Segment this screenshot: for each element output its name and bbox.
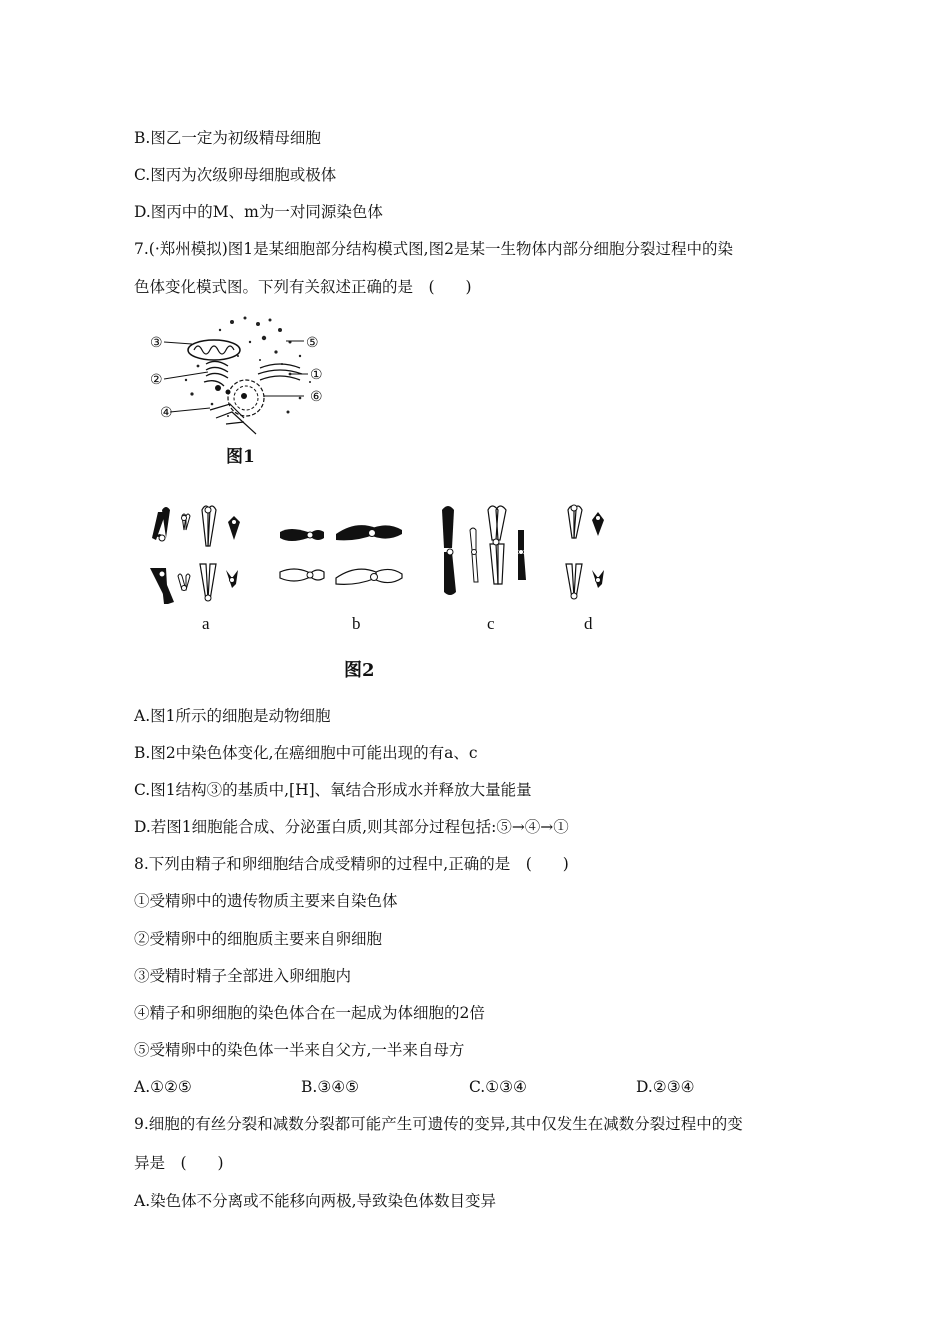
q8-item-1: ①受精卵中的遗传物质主要来自染色体 — [134, 892, 398, 910]
q7-stem-line1: 7.(·郑州模拟)图1是某细胞部分结构模式图,图2是某一生物体内部分细胞分裂过程中的染 — [134, 240, 733, 258]
q8-item-2: ②受精卵中的细胞质主要来自卵细胞 — [134, 930, 383, 948]
q8-choice-b: B.③④⑤ — [301, 1078, 360, 1096]
fig1-marker-6: ⑥ — [310, 389, 323, 405]
q7-stem-line2: 色体变化模式图。下列有关叙述正确的是 ( ) — [134, 278, 472, 296]
figure2-title: 图2 — [344, 660, 375, 681]
prev-option-b: B.图乙一定为初级精母细胞 — [134, 129, 321, 147]
chromosome-panel-d — [566, 505, 604, 599]
fig1-marker-1: ① — [310, 367, 323, 383]
q8-stem: 8.下列由精子和卵细胞结合成受精卵的过程中,正确的是 ( ) — [134, 855, 569, 873]
chromosome-panel-a — [150, 506, 240, 604]
chromosome-panel-c — [442, 506, 526, 595]
fig2-panel-a-label: a — [202, 614, 210, 633]
q7-option-c: C.图1结构③的基质中,[H]、氧结合形成水并释放大量能量 — [134, 781, 532, 799]
q7-option-d: D.若图1细胞能合成、分泌蛋白质,则其部分过程包括:⑤→④→① — [134, 818, 569, 836]
q8-choice-a: A.①②⑤ — [134, 1078, 192, 1096]
q8-item-3: ③受精时精子全部进入卵细胞内 — [134, 967, 352, 985]
prev-option-c: C.图丙为次级卵母细胞或极体 — [134, 166, 337, 184]
q9-option-a: A.染色体不分离或不能移向两极,导致染色体数目变异 — [134, 1192, 497, 1210]
prev-option-d: D.图丙中的M、m为一对同源染色体 — [134, 203, 383, 221]
fig2-panel-c-label: c — [487, 614, 495, 633]
fig2-panel-d-label: d — [584, 614, 593, 633]
fig1-marker-3: ③ — [150, 335, 163, 351]
q8-choice-d: D.②③④ — [636, 1078, 695, 1096]
fig1-marker-5: ⑤ — [306, 335, 319, 351]
q8-choice-c: C.①③④ — [469, 1078, 527, 1096]
q7-option-b: B.图2中染色体变化,在癌细胞中可能出现的有a、c — [134, 744, 478, 762]
figure2-chromosomes — [140, 496, 620, 612]
q8-item-5: ⑤受精卵中的染色体一半来自父方,一半来自母方 — [134, 1041, 465, 1059]
q9-stem-line1: 9.细胞的有丝分裂和减数分裂都可能产生可遗传的变异,其中仅发生在减数分裂过程中的变 — [134, 1115, 743, 1133]
q7-option-a: A.图1所示的细胞是动物细胞 — [134, 707, 331, 725]
chromosome-panel-b — [280, 525, 402, 584]
fig1-marker-4: ④ — [160, 405, 173, 421]
fig1-marker-2: ② — [150, 372, 163, 388]
q8-item-4: ④精子和卵细胞的染色体合在一起成为体细胞的2倍 — [134, 1004, 485, 1022]
figure1-title: 图1 — [226, 447, 255, 467]
fig2-panel-b-label: b — [352, 614, 361, 633]
q9-stem-line2: 异是 ( ) — [134, 1154, 224, 1172]
